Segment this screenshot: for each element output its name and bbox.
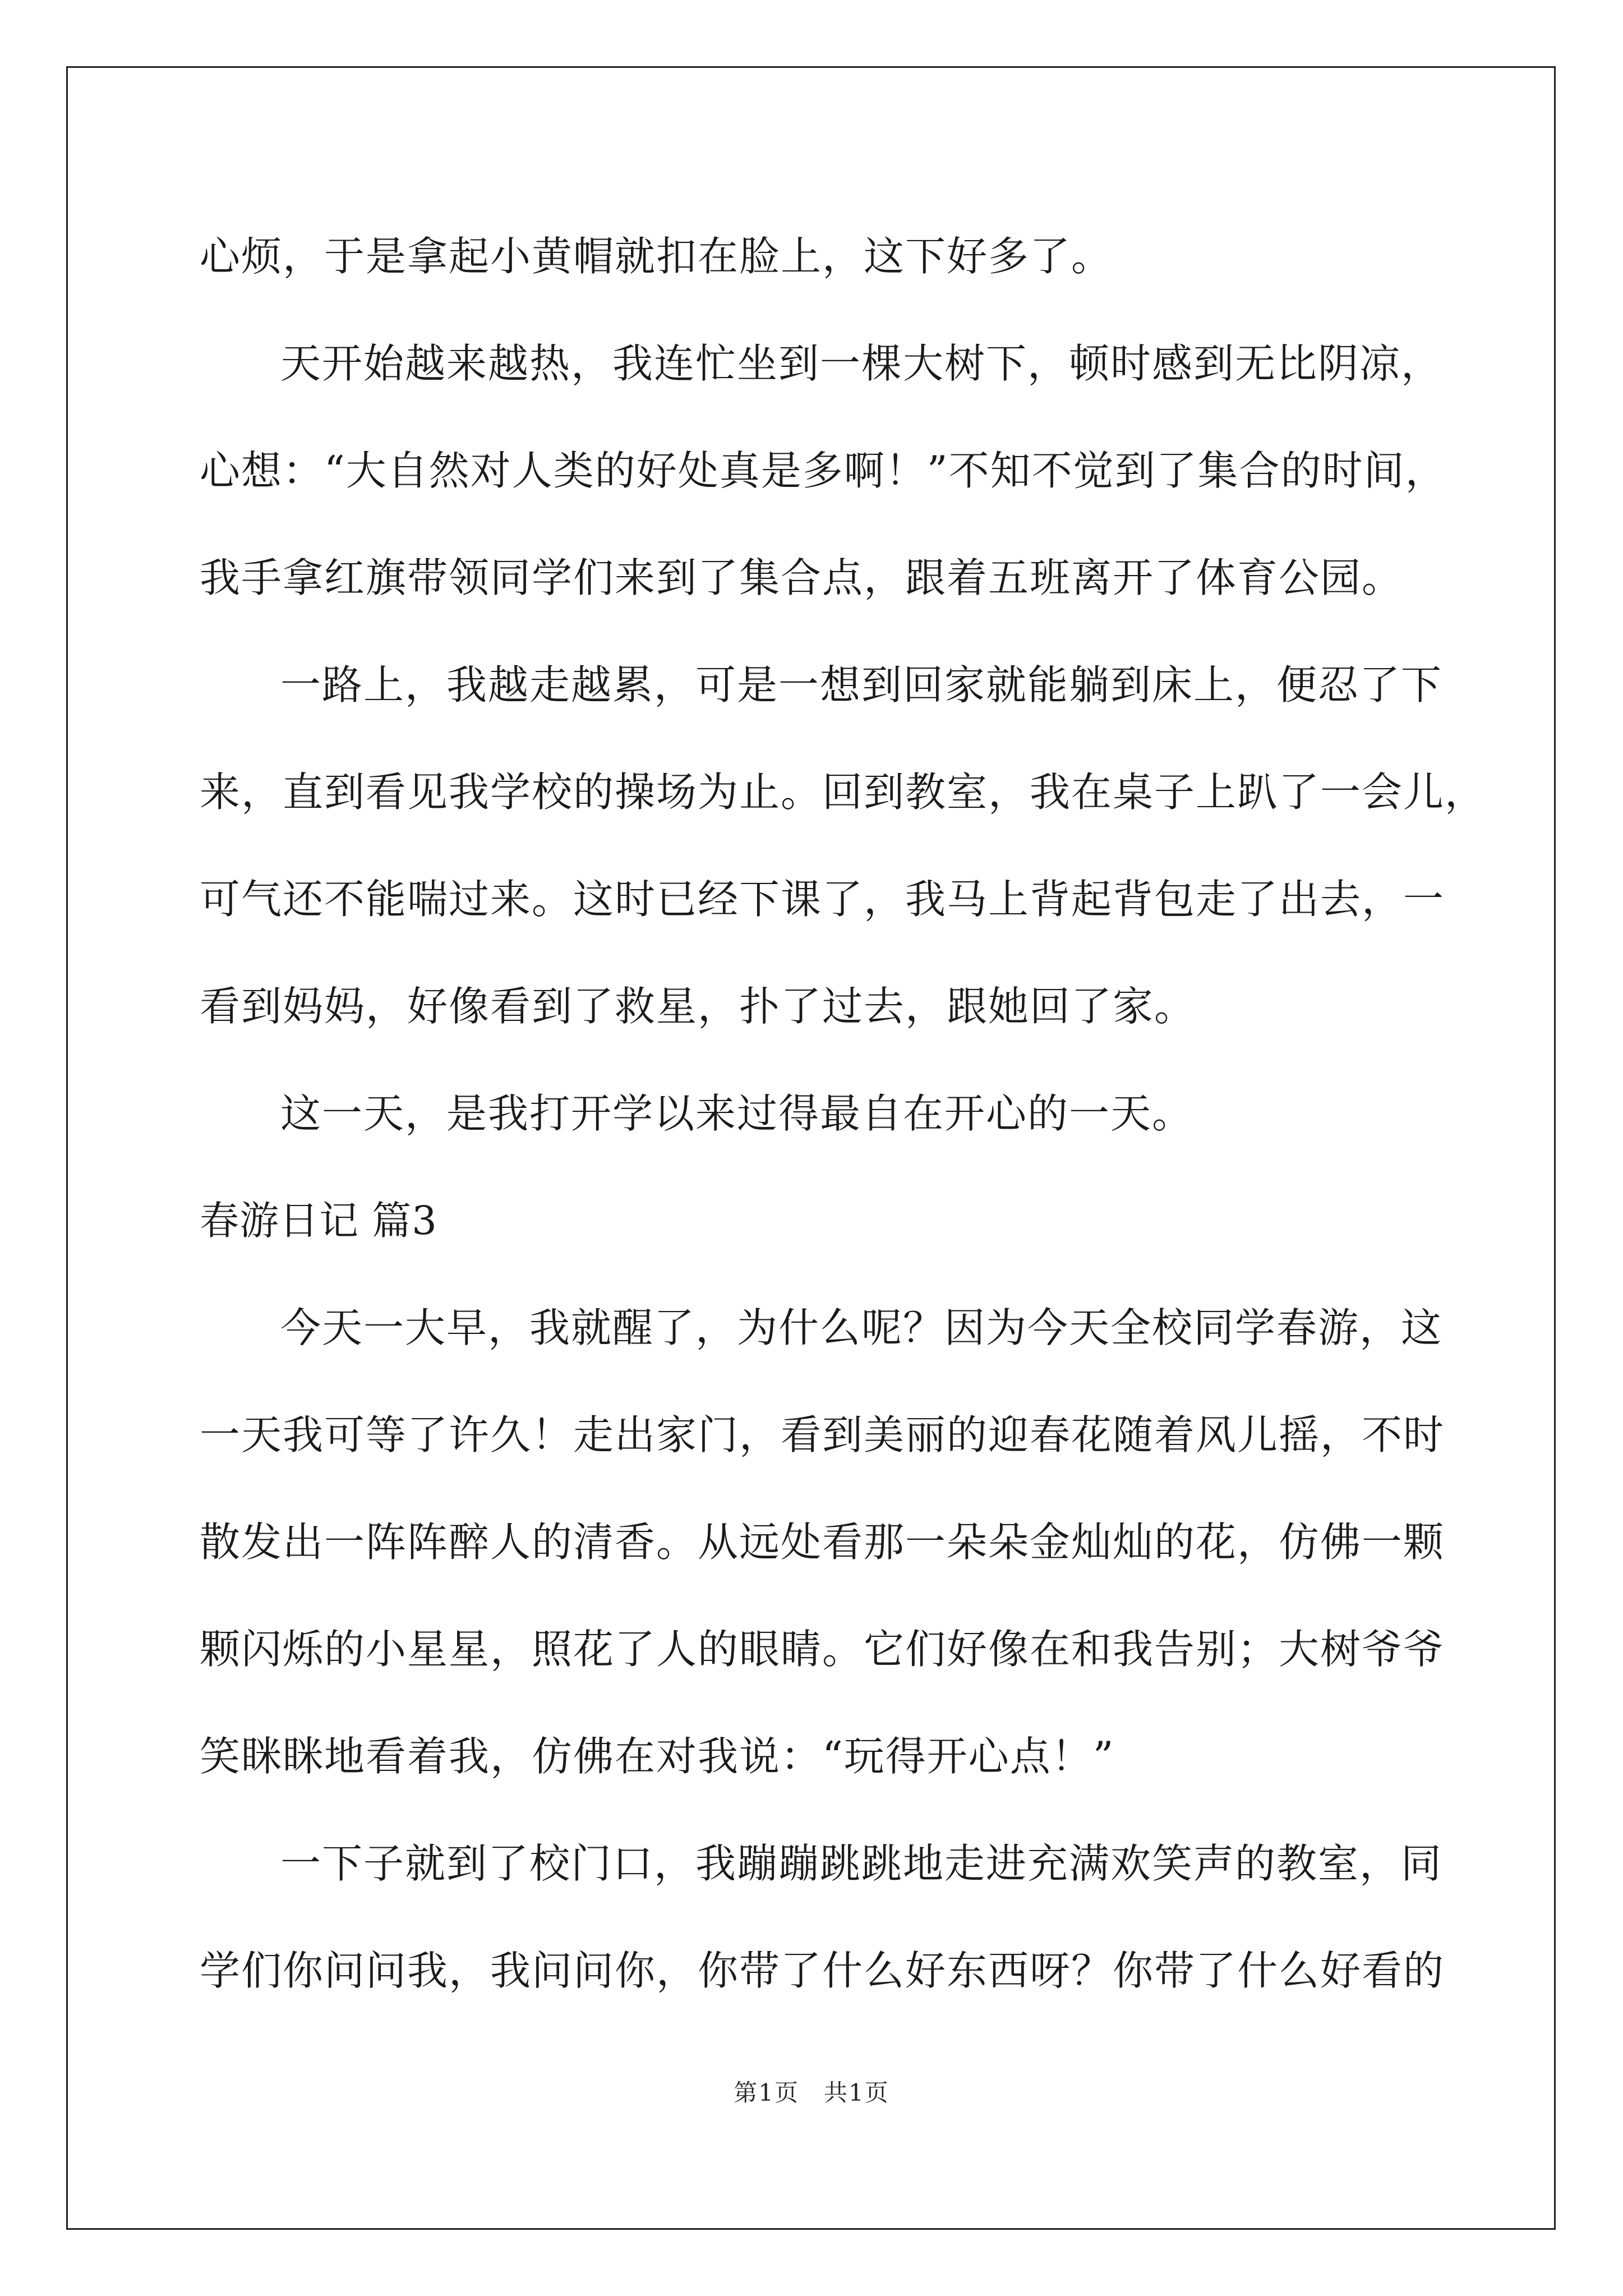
text-line: 我手拿红旗带领同学们来到了集合点，跟着五班离开了体育公园。	[200, 554, 1404, 601]
text-line: 天开始越来越热，我连忙坐到一棵大树下，顿时感到无比阴凉，	[280, 340, 1443, 387]
section-heading: 春游日记 篇3	[200, 1198, 437, 1244]
text-line: 散发出一阵阵醉人的清香。从远处看那一朵朵金灿灿的花，仿佛一颗	[200, 1519, 1445, 1566]
page-footer: 第1页 共1页	[734, 2079, 889, 2106]
text-line: 颗闪烁的小星星，照花了人的眼睛。它们好像在和我告别；大树爷爷	[200, 1626, 1445, 1673]
text-line: 来，直到看见我学校的操场为止。回到教室，我在桌子上趴了一会儿，	[200, 769, 1487, 816]
text-line: 看到妈妈，好像看到了救星，扑了过去，跟她回了家。	[200, 983, 1196, 1030]
document-body	[200, 203, 1487, 2024]
text-line: 心想：“大自然对人类的好处真是多啊！”不知不觉到了集合的时间，	[200, 447, 1447, 494]
text-line: 可气还不能喘过来。这时已经下课了，我马上背起背包走了出去，一	[200, 876, 1445, 923]
text-line: 一路上，我越走越累，可是一想到回家就能躺到床上，便忍了下	[280, 661, 1443, 708]
text-line: 一下子就到了校门口，我蹦蹦跳跳地走进充满欢笑声的教室，同	[280, 1840, 1443, 1887]
text-line: 今天一大早，我就醒了，为什么呢？因为今天全校同学春游，这	[280, 1304, 1443, 1351]
text-line: 笑眯眯地看着我，仿佛在对我说：“玩得开心点！”	[200, 1733, 1115, 1780]
text-line: 这一天，是我打开学以来过得最自在开心的一天。	[280, 1090, 1194, 1137]
text-line: 学们你问问我，我问问你，你带了什么好东西呀？你带了什么好看的	[200, 1947, 1445, 1994]
text-line: 一天我可等了许久！走出家门，看到美丽的迎春花随着风儿摇，不时	[200, 1411, 1445, 1458]
text-line: 心烦，于是拿起小黄帽就扣在脸上，这下好多了。	[200, 233, 1113, 280]
